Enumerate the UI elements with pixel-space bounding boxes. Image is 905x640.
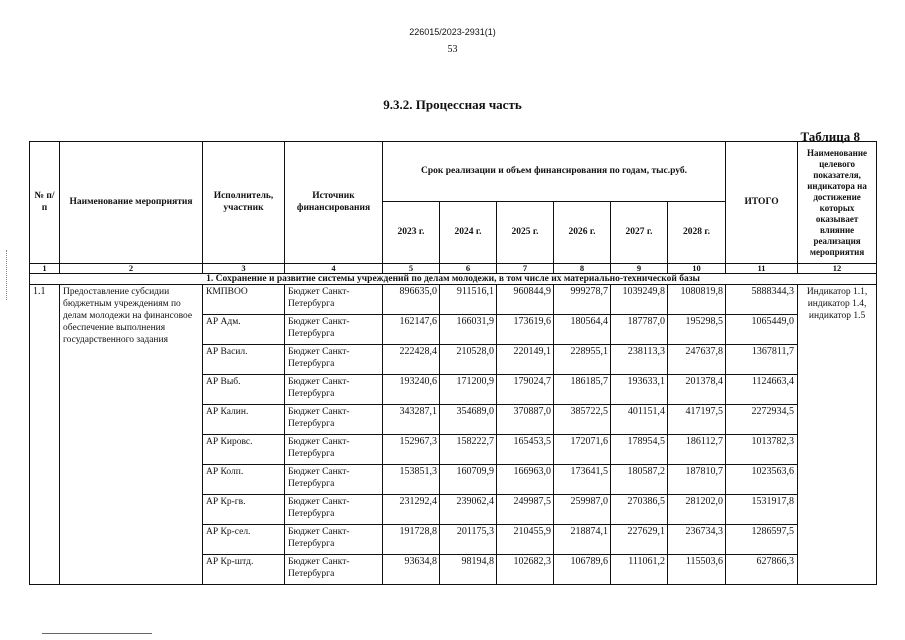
col-number: 4 — [285, 264, 383, 274]
total-cell: 1124663,4 — [726, 375, 798, 405]
amount-cell-2026: 186185,7 — [554, 375, 611, 405]
amount-cell-2026: 173641,5 — [554, 465, 611, 495]
amount-cell-2025: 166963,0 — [497, 465, 554, 495]
scan-margin-marks — [6, 250, 9, 300]
amount-cell-2023: 162147,6 — [383, 315, 440, 345]
amount-cell-2026: 385722,5 — [554, 405, 611, 435]
amount-cell-2025: 102682,3 — [497, 555, 554, 585]
item-name: Предоставление субсидии бюджетным учреждениям по делам молодежи на финансовое обеспечение выполнения государственного задания — [60, 285, 203, 585]
header-year-2027: 2027 г. — [611, 202, 668, 264]
amount-cell-2028: 195298,5 — [668, 315, 726, 345]
amount-cell-2024: 201175,3 — [440, 525, 497, 555]
source-cell: Бюджет Санкт-Петербурга — [285, 345, 383, 375]
amount-cell-2028: 186112,7 — [668, 435, 726, 465]
amount-cell-2024: 239062,4 — [440, 495, 497, 525]
amount-cell-2026: 106789,6 — [554, 555, 611, 585]
amount-cell-2026: 172071,6 — [554, 435, 611, 465]
header-year-2025: 2025 г. — [497, 202, 554, 264]
col-number: 2 — [60, 264, 203, 274]
total-cell: 2272934,5 — [726, 405, 798, 435]
item-number: 1.1 — [30, 285, 60, 585]
amount-cell-2023: 222428,4 — [383, 345, 440, 375]
col-number: 7 — [497, 264, 554, 274]
section-title: 9.3.2. Процессная часть — [383, 97, 522, 112]
financing-table — [29, 141, 877, 585]
amount-cell-2024: 911516,1 — [440, 285, 497, 315]
amount-cell-2026: 218874,1 — [554, 525, 611, 555]
executor-cell: АР Кр-гв. — [203, 495, 285, 525]
amount-cell-2025: 249987,5 — [497, 495, 554, 525]
document-id: 226015/2023-2931(1) — [409, 27, 496, 37]
executor-cell: АР Васил. — [203, 345, 285, 375]
source-cell: Бюджет Санкт-Петербурга — [285, 435, 383, 465]
header-year-2026: 2026 г. — [554, 202, 611, 264]
header-source: Источник финансирования — [285, 142, 383, 264]
amount-cell-2025: 173619,6 — [497, 315, 554, 345]
amount-cell-2027: 1039249,8 — [611, 285, 668, 315]
amount-cell-2027: 238113,3 — [611, 345, 668, 375]
executor-cell: АР Кр-штд. — [203, 555, 285, 585]
source-cell: Бюджет Санкт-Петербурга — [285, 555, 383, 585]
col-number: 9 — [611, 264, 668, 274]
header-year-2024: 2024 г. — [440, 202, 497, 264]
col-number: 11 — [726, 264, 798, 274]
executor-cell: КМПВОО — [203, 285, 285, 315]
amount-cell-2026: 180564,4 — [554, 315, 611, 345]
amount-cell-2027: 111061,2 — [611, 555, 668, 585]
amount-cell-2027: 401151,4 — [611, 405, 668, 435]
table-row — [30, 285, 877, 315]
amount-cell-2027: 193633,1 — [611, 375, 668, 405]
col-number: 8 — [554, 264, 611, 274]
amount-cell-2023: 191728,8 — [383, 525, 440, 555]
col-number: 12 — [798, 264, 877, 274]
executor-cell: АР Кировс. — [203, 435, 285, 465]
total-cell: 5888344,3 — [726, 285, 798, 315]
column-number-row — [30, 264, 877, 274]
source-cell: Бюджет Санкт-Петербурга — [285, 525, 383, 555]
section-row: 1. Сохранение и развитие системы учреждений по делам молодежи, в том числе их материально-технической базы — [30, 274, 877, 285]
amount-cell-2027: 227629,1 — [611, 525, 668, 555]
amount-cell-2028: 247637,8 — [668, 345, 726, 375]
col-number: 5 — [383, 264, 440, 274]
total-cell: 1286597,5 — [726, 525, 798, 555]
executor-cell: АР Выб. — [203, 375, 285, 405]
header-year-2023: 2023 г. — [383, 202, 440, 264]
total-cell: 1023563,6 — [726, 465, 798, 495]
amount-cell-2023: 231292,4 — [383, 495, 440, 525]
amount-cell-2025: 220149,1 — [497, 345, 554, 375]
amount-cell-2024: 171200,9 — [440, 375, 497, 405]
amount-cell-2028: 281202,0 — [668, 495, 726, 525]
amount-cell-2026: 259987,0 — [554, 495, 611, 525]
amount-cell-2027: 270386,5 — [611, 495, 668, 525]
col-number: 6 — [440, 264, 497, 274]
amount-cell-2024: 158222,7 — [440, 435, 497, 465]
amount-cell-2028: 187810,7 — [668, 465, 726, 495]
executor-cell: АР Калин. — [203, 405, 285, 435]
amount-cell-2027: 187787,0 — [611, 315, 668, 345]
amount-cell-2023: 153851,3 — [383, 465, 440, 495]
amount-cell-2024: 210528,0 — [440, 345, 497, 375]
amount-cell-2024: 160709,9 — [440, 465, 497, 495]
amount-cell-2024: 166031,9 — [440, 315, 497, 345]
amount-cell-2025: 179024,7 — [497, 375, 554, 405]
amount-cell-2028: 201378,4 — [668, 375, 726, 405]
amount-cell-2026: 228955,1 — [554, 345, 611, 375]
amount-cell-2023: 193240,6 — [383, 375, 440, 405]
table-body — [30, 285, 877, 585]
header-year-2028: 2028 г. — [668, 202, 726, 264]
amount-cell-2028: 115503,6 — [668, 555, 726, 585]
header-period: Срок реализации и объем финансирования по годам, тыс.руб. — [383, 142, 726, 202]
indicator-cell: Индикатор 1.1, индикатор 1.4, индикатор 1.5 — [798, 285, 877, 585]
total-cell: 1065449,0 — [726, 315, 798, 345]
footer-rule — [42, 633, 152, 634]
amount-cell-2023: 93634,8 — [383, 555, 440, 585]
executor-cell: АР Кр-сел. — [203, 525, 285, 555]
col-number: 10 — [668, 264, 726, 274]
col-number: 3 — [203, 264, 285, 274]
page-number: 53 — [447, 44, 458, 55]
amount-cell-2027: 180587,2 — [611, 465, 668, 495]
amount-cell-2024: 354689,0 — [440, 405, 497, 435]
total-cell: 1367811,7 — [726, 345, 798, 375]
amount-cell-2028: 417197,5 — [668, 405, 726, 435]
amount-cell-2025: 210455,9 — [497, 525, 554, 555]
source-cell: Бюджет Санкт-Петербурга — [285, 315, 383, 345]
amount-cell-2028: 236734,3 — [668, 525, 726, 555]
source-cell: Бюджет Санкт-Петербурга — [285, 495, 383, 525]
table-caption: Таблица 8 — [800, 129, 860, 144]
executor-cell: АР Адм. — [203, 315, 285, 345]
amount-cell-2023: 152967,3 — [383, 435, 440, 465]
amount-cell-2026: 999278,7 — [554, 285, 611, 315]
source-cell: Бюджет Санкт-Петербурга — [285, 285, 383, 315]
source-cell: Бюджет Санкт-Петербурга — [285, 375, 383, 405]
amount-cell-2027: 178954,5 — [611, 435, 668, 465]
total-cell: 627866,3 — [726, 555, 798, 585]
amount-cell-2025: 370887,0 — [497, 405, 554, 435]
header-name: Наименование мероприятия — [60, 142, 203, 264]
header-indicator: Наименование целевого показателя, индикатора на достижение которых оказывает влияние реализация мероприятия — [798, 142, 877, 264]
header-num: № п/п — [30, 142, 60, 264]
source-cell: Бюджет Санкт-Петербурга — [285, 405, 383, 435]
amount-cell-2025: 960844,9 — [497, 285, 554, 315]
col-number: 1 — [30, 264, 60, 274]
source-cell: Бюджет Санкт-Петербурга — [285, 465, 383, 495]
header-total: ИТОГО — [726, 142, 798, 264]
amount-cell-2028: 1080819,8 — [668, 285, 726, 315]
amount-cell-2024: 98194,8 — [440, 555, 497, 585]
amount-cell-2023: 896635,0 — [383, 285, 440, 315]
executor-cell: АР Колп. — [203, 465, 285, 495]
amount-cell-2025: 165453,5 — [497, 435, 554, 465]
header-executor: Исполнитель, участник — [203, 142, 285, 264]
amount-cell-2023: 343287,1 — [383, 405, 440, 435]
total-cell: 1013782,3 — [726, 435, 798, 465]
total-cell: 1531917,8 — [726, 495, 798, 525]
